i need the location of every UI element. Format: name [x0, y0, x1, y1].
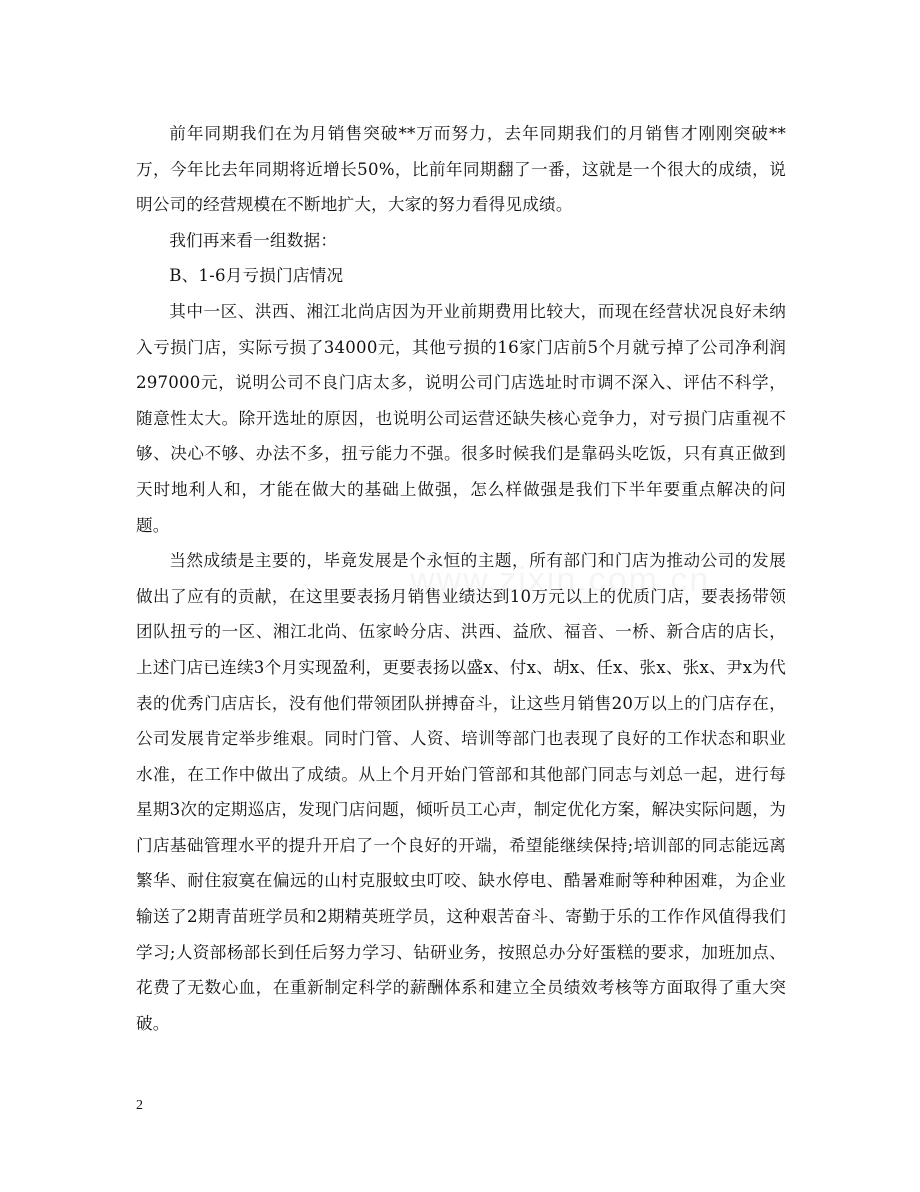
paragraph-3: 其中一区、洪西、湘江北尚店因为开业前期费用比较大，而现在经营状况良好未纳入亏损门店，实际亏损了34000元，其他亏损的16家门店前5个月就亏掉了公司净利润297000元，说明公司不良门店太多，说明公司门店选址时市调不深入、评估不科学，随意性太大。除开选址的原因，也说明公司运营还缺失核心竞争力，对亏损门店重视不够、决心不够、办法不多，扭亏能力不强。很多时候我们是靠码头吃饭，只有真正做到天时地利人和，才能在做大的基础上做强，怎么样做强是我们下半年要重点解决的问题。: [136, 301, 786, 535]
document-body: [136, 116, 786, 1041]
page-number: 2: [136, 1098, 143, 1113]
section-heading: B、1-6月亏损门店情况: [169, 266, 344, 286]
paragraph-2: 我们再来看一组数据：: [169, 230, 338, 250]
paragraph-1: 前年同期我们在为月销售突破**万而努力，去年同期我们的月销售才刚刚突破**万，今年比去年同期将近增长50%，比前年同期翻了一番，这就是一个很大的成绩，说明公司的经营规模在不断地扩大，大家的努力看得见成绩。: [136, 124, 786, 215]
paragraph-4: 当然成绩是主要的，毕竟发展是个永恒的主题，所有部门和门店为推动公司的发展做出了应有的贡献，在这里要表扬月销售业绩达到10万元以上的优质门店，要表扬带领团队扭亏的一区、湘江北尚、伍家岭分店、洪西、益欣、福音、一桥、新合店的店长，上述门店已连续3个月实现盈利，更要表扬以盛x、付x、胡x、任x、张x、张x、尹x为代表的优秀门店店长，没有他们带领团队拼搏奋斗，让这些月销售20万以上的门店存在，公司发展肯定举步维艰。同时门管、人资、培训等部门也表现了良好的工作状态和职业水准，在工作中做出了成绩。从上个月开始门管部和其他部门同志与刘总一起，进行每星期3次的定期巡店，发现门店问题，倾听员工心声，制定优化方案，解决实际问题，为门店基础管理水平的提升开启了一个良好的开端，希望能继续保持;培训部的同志能远离繁华、耐住寂寞在偏远的山村克服蚊虫叮咬、缺水停电、酷暑难耐等种种困难，为企业输送了2期青苗班学员和2期精英班学员，这种艰苦奋斗、寄勤于乐的工作作风值得我们学习;人资部杨部长到任后努力学习、钻研业务，按照总办分好蛋糕的要求，加班加点、花费了无数心血，在重新制定科学的薪酬体系和建立全员绩效考核等方面取得了重大突破。: [136, 551, 786, 1033]
